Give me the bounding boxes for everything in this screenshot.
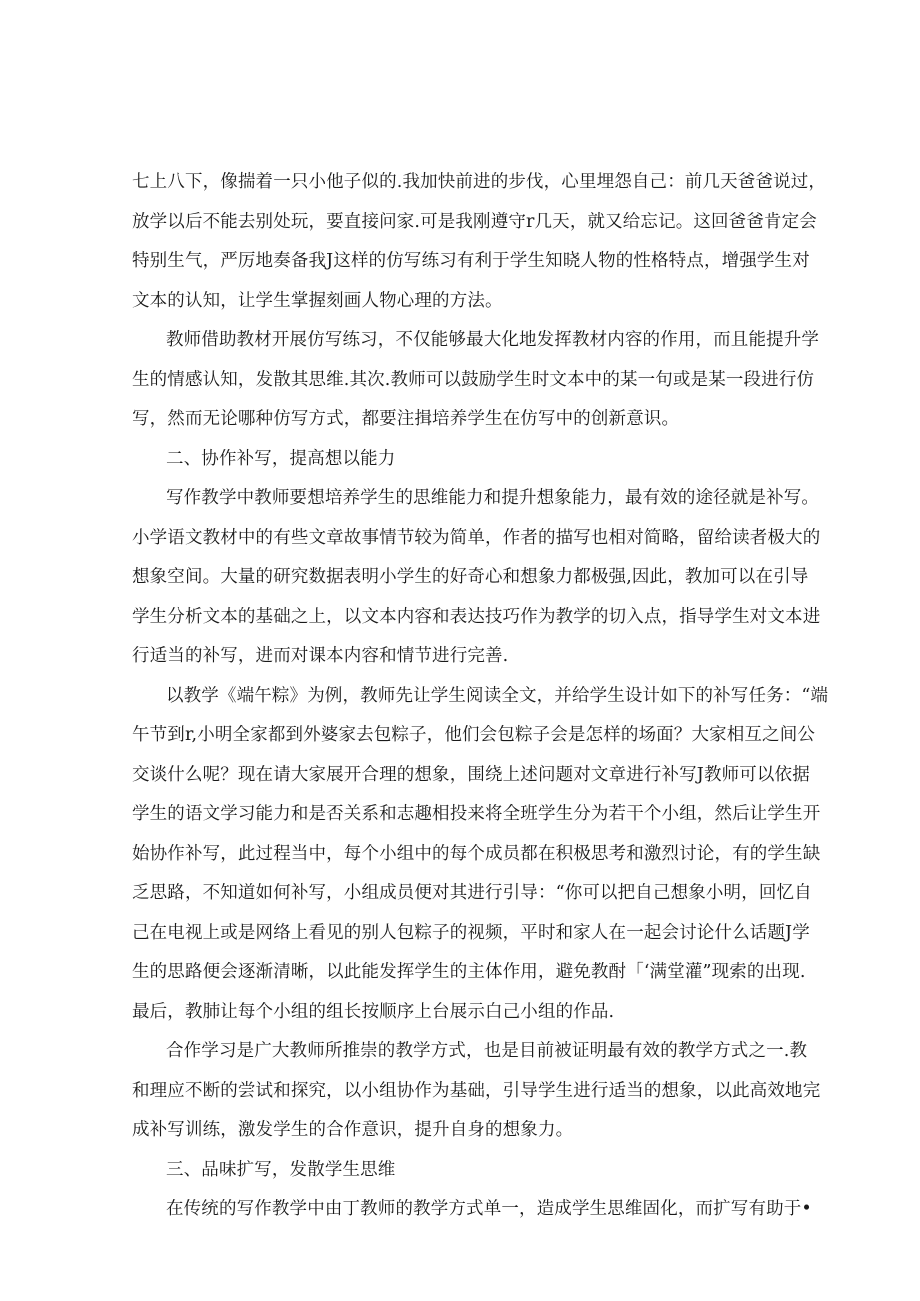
paragraph-continuation	[132, 163, 827, 321]
document-body	[132, 163, 829, 1230]
text-line: 教师借助教材开展仿写练习，不仅能够最大化地发挥教材内容的作用，而且能提升学	[166, 330, 820, 350]
text-line: 学生分析文本的基础之上，以文本内容和表达技巧作为教学的切入点，指导学生对文本进	[132, 606, 821, 627]
text-line: 文本的认知，让学生掌握刻画人物心理的方法。	[132, 290, 503, 311]
text-line: 始协作补写，此过程当中，每个小组中的每个成员都在积极思考和激烈讨论，有的学生缺	[132, 843, 821, 864]
text-line: 己在电视上或是网络上看见的别人包粽子的视频，平时和家人在一起会讨论什么话题J学	[132, 922, 810, 943]
text-line: 写作教学中教师要想培养学生的思维能力和提升想象能力，最有效的途径就是补写。	[166, 488, 820, 508]
paragraph	[132, 1032, 821, 1151]
text-line: 行适当的补写，进而对课本内容和情节进行完善.	[132, 646, 509, 666]
heading-text: 三、品味扩写，发散学生思维	[166, 1159, 396, 1180]
text-line: 生的情感认知，发散其思维.其次.教师可以鼓励学生时文本中的某一句或是某一段进行仿	[132, 369, 815, 390]
paragraph	[132, 1190, 812, 1230]
text-line: 小学语文教材中的有些文章故事情节较为简单，作者的描写也相对简略，留给读者极大的	[132, 527, 821, 548]
heading-text: 二、协作补写，提高想以能力	[166, 448, 396, 469]
text-line: 和理应不断的尝试和探究，以小组协作为基础，引导学生进行适当的想象，以此高效地完	[132, 1080, 821, 1101]
paragraph	[132, 677, 829, 1033]
paragraph	[132, 321, 820, 440]
text-line: 乏思路，不知道如何补写，小组成员便对其进行引导：“你可以把自己想象小明，回忆自	[132, 883, 812, 903]
paragraph	[132, 479, 821, 677]
text-line: 写，然而无论哪种仿写方式，都要注揖培养学生在仿写中的创新意识。	[132, 409, 680, 429]
section-heading	[132, 440, 790, 480]
text-line: 学生的语文学习能力和是否关系和志趣相投来将全班学生分为若干个小组，然后让学生开	[132, 804, 821, 824]
text-line: 交谈什么呢？现在请大家展开合理的想象，围绕上述问题对文章进行补写J教师可以依据	[132, 764, 810, 785]
text-line: 生的思路便会逐渐清晰，以此能发挥学生的主体作用，避免教酎「‘满堂灌”现索的出现.	[132, 962, 806, 982]
text-line: 以教学《端午粽》为例，教师先让学生阅读全文，并给学生设计如下的补写任务：“端	[166, 685, 829, 706]
text-line: 放学以后不能去别处玩，要直接问家.可是我刚遵守r几天，就又给忘记。这回爸爸肯定会	[132, 211, 817, 232]
text-line: 成补写训练，激发学生的合作意识，提升自身的想象力。	[132, 1120, 574, 1140]
text-line: 合作学习是广大教师所推崇的教学方式，也是目前被证明最有效的教学方式之一.教	[166, 1041, 808, 1061]
text-line: 在传统的写作教学中由丁教师的教学方式单一，造成学生思维固化，而扩写有助于•	[166, 1199, 812, 1219]
text-line: 想象空间。大量的研究数据表明小学生的好奇心和想象力都极强,因此，教加可以在引导	[132, 567, 809, 587]
text-line: 最后，教肺让每个小组的组长按顺序上台展示白己小组的作品.	[132, 1001, 615, 1022]
text-line: 特别生气，严厉地奏备我J这样的仿写练习有利于学生知晓人物的性格特点，增强学生对	[132, 251, 810, 271]
text-line: 午节到r,小明全家都到外婆家去包粽子，他们会包粽子会是怎样的场面？大家相互之间公	[132, 725, 816, 745]
section-heading	[132, 1151, 790, 1191]
text-line: 七上八下，像揣着一只小他子似的.我加快前进的步伐，心里埋怨自己：前几天爸爸说过，	[132, 172, 827, 192]
